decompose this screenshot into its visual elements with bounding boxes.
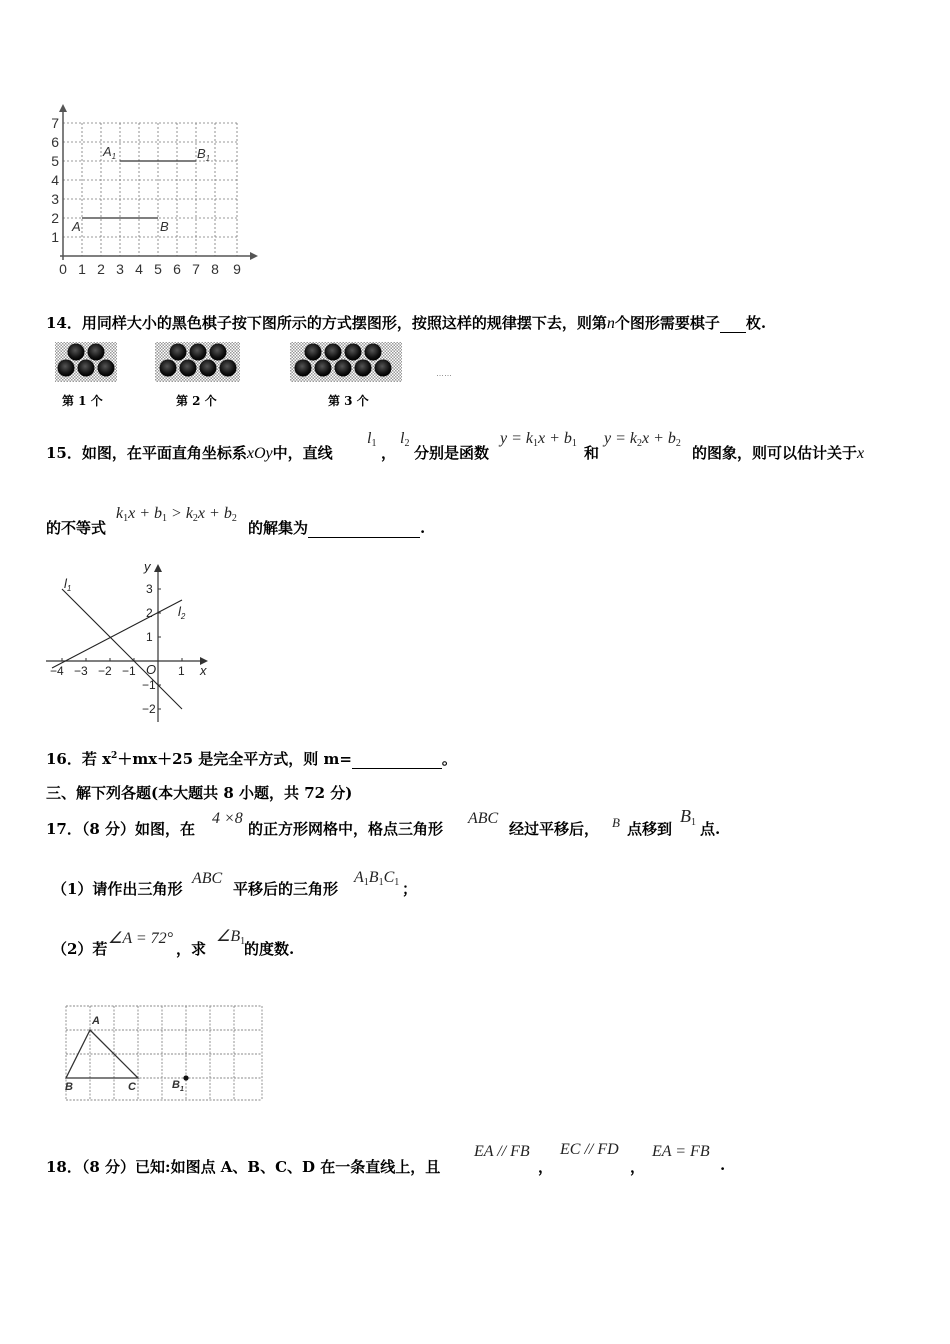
math-ea-parallel-fb: EA // FB	[474, 1143, 530, 1160]
math-l2: $l_2$	[400, 430, 410, 449]
y-tick: 4	[51, 172, 59, 188]
question-17-part2-end: 的度数.	[244, 940, 295, 958]
math-func1: $y = k_1x + b_1$	[500, 430, 577, 449]
question-17-part1: （1）请作出三角形	[52, 880, 183, 898]
math-grid-size: 4 ×8	[212, 810, 243, 827]
y-tick: 3	[146, 582, 153, 596]
math-ea-equals-fb: EA = FB	[652, 1143, 710, 1160]
ellipsis: ……	[436, 369, 452, 378]
math-angle-b1: $\angle B_1$	[216, 928, 246, 947]
figure-triangle-grid	[62, 1002, 266, 1104]
pattern-label-2: 第 2 个	[176, 394, 217, 408]
y-axis-label: y	[144, 559, 151, 574]
question-17-d: 点移到	[627, 820, 673, 838]
y-tick: 5	[51, 153, 59, 169]
comma: ，	[630, 1158, 646, 1176]
y-tick: −2	[142, 702, 156, 716]
label-a1: $A_1$	[103, 144, 117, 161]
x-tick: −2	[98, 664, 112, 678]
label-c: C	[128, 1081, 136, 1093]
answer-blank[interactable]	[308, 519, 420, 538]
text-and: 和	[584, 444, 600, 462]
question-15-line2-end: 的解集为 .	[248, 519, 426, 537]
figure-chess-patterns	[50, 340, 470, 392]
label-l1: $l_1$	[64, 576, 72, 593]
y-tick: 3	[51, 191, 59, 207]
x-tick: 7	[192, 261, 200, 277]
y-tick: −1	[142, 678, 156, 692]
section-title: 三、解下列各题(本大题共 8 小题，共 72 分)	[46, 784, 353, 802]
line-l1	[62, 589, 182, 709]
math-inequality: $k_1x + b_1 > k_2x + b_2$	[116, 505, 237, 524]
question-16: 16．若 $x^2+mx+25$ 是完全平方式，则 m= 。	[46, 750, 457, 768]
label-b: B	[65, 1081, 73, 1093]
question-15-line1: 15．如图，在平面直角坐标系xOy中，直线	[46, 444, 333, 462]
x-tick: 0	[59, 261, 67, 277]
y-tick: 2	[51, 210, 59, 226]
question-17-c: 经过平移后，	[509, 820, 600, 838]
question-17-part1-end: ；	[402, 880, 418, 898]
question-15-line2: 的不等式	[46, 519, 107, 537]
x-tick: 1	[78, 261, 86, 277]
pattern-3	[290, 342, 402, 382]
question-17-a: 17．（8 分）如图，在	[46, 820, 196, 838]
answer-blank[interactable]	[720, 314, 746, 333]
label-b: B	[160, 219, 169, 234]
question-17-part2-b: ，求	[176, 940, 207, 958]
y-tick: 6	[51, 134, 59, 150]
math-ec-parallel-fd: EC // FD	[560, 1141, 619, 1158]
y-tick: 1	[146, 630, 153, 644]
label-b1: $B_1$	[172, 1079, 184, 1093]
figure-two-lines	[42, 558, 218, 728]
answer-blank[interactable]	[352, 750, 442, 769]
x-tick: 9	[233, 261, 241, 277]
point-b1	[183, 1075, 188, 1080]
period: .	[720, 1156, 726, 1174]
y-tick: 2	[146, 606, 153, 620]
math-abc-2: ABC	[192, 870, 223, 887]
math-b1: $B_1$	[680, 806, 696, 828]
y-tick: 7	[51, 115, 59, 131]
question-17-part1-b: 平移后的三角形	[233, 880, 339, 898]
question-18: 18．（8 分）已知:如图点 A、B、C、D 在一条直线上，且	[46, 1158, 441, 1176]
x-tick: 5	[154, 261, 162, 277]
y-tick: 1	[51, 229, 59, 245]
question-17-part2: （2）若	[52, 940, 108, 958]
math-l1: $l_1$	[367, 430, 377, 449]
text-functions: 分别是函数	[414, 444, 490, 462]
x-tick: 6	[173, 261, 181, 277]
pattern-label-3: 第 3 个	[328, 394, 369, 408]
label-a: A	[72, 219, 81, 234]
math-func2: $y = k_2x + b_2$	[604, 430, 681, 449]
question-17-e: 点.	[700, 820, 721, 838]
pattern-1	[55, 342, 117, 382]
question-14: 14．用同样大小的黑色棋子按下图所示的方式摆图形，按照这样的规律摆下去，则第n个图形需要棋子 枚.	[46, 314, 767, 332]
x-tick: −4	[50, 664, 64, 678]
comma: ，	[538, 1158, 554, 1176]
math-b: B	[612, 815, 620, 830]
math-angle-a: ∠A = 72°	[108, 930, 174, 947]
origin-label: O	[146, 662, 157, 677]
pattern-label-1: 第 1 个	[62, 394, 103, 408]
x-tick: 8	[211, 261, 219, 277]
x-axis-label: x	[200, 663, 207, 678]
x-tick: 3	[116, 261, 124, 277]
label-l2: $l_2$	[178, 604, 186, 621]
x-tick: −1	[122, 664, 136, 678]
x-tick: 4	[135, 261, 143, 277]
x-tick: 2	[97, 261, 105, 277]
label-a: A	[92, 1015, 100, 1027]
pattern-2	[155, 342, 240, 382]
figure-grid-a1b1	[40, 100, 270, 280]
question-15-line1-end: 的图象，则可以估计关于x	[692, 444, 865, 462]
line-l2	[52, 600, 182, 668]
x-tick: 1	[178, 664, 185, 678]
math-abc: ABC	[468, 810, 499, 827]
x-tick: −3	[74, 664, 88, 678]
label-b1: $B_1$	[197, 146, 211, 163]
comma: ，	[381, 444, 397, 462]
question-17-b: 的正方形网格中，格点三角形	[248, 820, 444, 838]
math-a1b1c1: $A_1B_1C_1$	[354, 869, 400, 888]
